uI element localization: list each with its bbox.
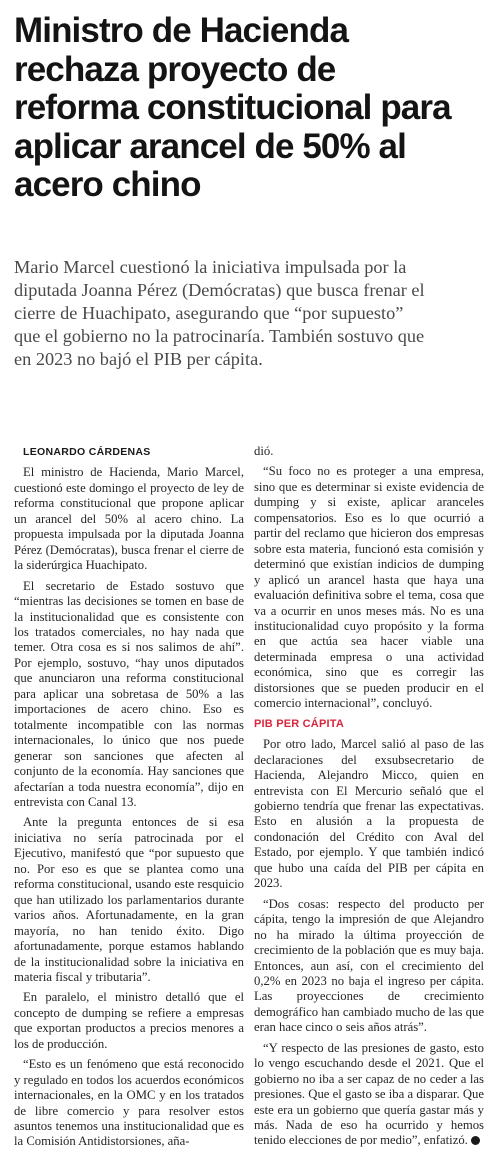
author-byline: LEONARDO CÁRDENAS: [23, 446, 151, 458]
body-paragraph: En paralelo, el ministro detalló que el concepto de dumping se refiere a empresas que exportan productos a precios menores a los de producción.: [14, 990, 244, 1051]
headline-line: aplicar arancel de 50% al: [14, 126, 406, 166]
headline: [14, 12, 480, 205]
summary-line: diputada Joanna Pérez (Demócratas) que busca frenar el: [14, 280, 425, 300]
body-paragraph: Por otro lado, Marcel salió al paso de las declaraciones del exsubsecretario de Hacienda, Alejandro Micco, quien en entrevista con El Mercurio señaló que el gobierno tendría que frenar las expectativas. Esto en alusión a la propuesta de condonación del Crédito con Aval del Estado, por ejemplo. Y que también indicó que hubo una caída del PIB per cápita en 2023.: [254, 737, 484, 891]
summary-line: en 2023 no bajó el PIB per cápita.: [14, 349, 263, 369]
headline-line: reforma constitucional para: [14, 88, 451, 127]
body-paragraph: El secretario de Estado sostuvo que “mientras las decisiones se tomen en base de la institucionalidad que es consistente con los tratados comerciales, no hay nada que temer. Otra cosa es si nos salimos de ahí”. Por ejemplo, sostuvo, “hay unos diputados que anunciaron una reforma constitucional para aplicar una sobretasa de 50% a las importaciones de acero chino. Eso es totalmente incompatible con las normas internacionales, lo único que nos puede generar son sanciones que afecten al conjunto de la economía. Hay sanciones que afectarían a toda nuestra economía”, dijo en entrevista con Canal 13.: [14, 578, 244, 809]
headline-line: rechaza proyecto de: [14, 49, 336, 89]
article-column-right: [254, 444, 484, 1154]
body-paragraph: “Esto es un fenómeno que está reconocido y regulado en todos los acuerdos económicos internacionales, en la OMC y en los tratados de libre comercio y para resolver estos asuntos tenemos una institucionalidad que es la Comisión Antidistorsiones, aña-: [14, 1057, 244, 1149]
headline-line: acero chino: [14, 165, 201, 204]
body-paragraph: “Su foco no es proteger a una empresa, sino que es determinar si existe evidencia de dumping y si existe, aplicar aranceles compensatorios. Eso es lo que ocurrió a partir del reclamo que hicieron dos empresas sobre esta materia, funcionó esta comisión y determinó que existían indicios de dumping y aplicó un arancel hasta que haya una evaluación definitiva sobre el tema, cosa que va a ocurrir en unos meses más. No es una institucionalidad cuyo propósito y la forma en que actúa sea hacer viable una determinada empresa o una actividad económica, sino que es corregir las distorsiones que se pueden producir en el comercio internacional”, concluyó.: [254, 464, 484, 711]
body-paragraph: “Dos cosas: respecto del producto per cápita, tengo la impresión de que Alejandro no ha mirado la última proyección de crecimiento de la población que es muy baja. Entonces, aun así, con el crecimiento del 0,2% en 2023 no baja el ingreso per cápita. Las proyecciones de crecimiento demográfico han cambiado mucho de las que eran hace cinco o seis años atrás”.: [254, 896, 484, 1035]
section-subheading: PIB PER CÁPITA: [254, 717, 344, 730]
summary-line: que el gobierno no la patrocinaría. También sostuvo que: [14, 326, 425, 346]
summary-line: Mario Marcel cuestionó la iniciativa impulsada por la: [14, 257, 407, 277]
body-paragraph: El ministro de Hacienda, Mario Marcel, cuestionó este domingo el proyecto de ley de reforma constitucional que propone aplicar un arancel del 50% al acero chino. La propuesta impulsada por la diputada Joanna Pérez (Demócratas), busca frenar el cierre de la siderúrgica Huachipato.: [14, 465, 244, 573]
end-of-article-icon: [471, 1136, 480, 1145]
article-summary: [14, 256, 484, 371]
summary-line: cierre de Huachipato, asegurando que “por supuesto”: [14, 303, 404, 323]
body-paragraph: Ante la pregunta entonces de si esa iniciativa no sería patrocinada por el Ejecutivo, manifestó que “por supuesto que no. Por eso es que se plantea como una reforma constitucional, usando este resquicio que han utilizado los parlamentarios durante varios años. Afortunadamente, en la gran mayoría, no han tenido éxito. Digo afortunadamente, porque estamos hablando de la institucionalidad sobre la iniciativa en materia fiscal y tributaria”.: [14, 815, 244, 984]
headline-line: Ministro de Hacienda: [14, 11, 349, 50]
continued-text: dió.: [254, 444, 274, 458]
article-column-left: [14, 445, 244, 1155]
body-paragraph-last: [254, 1041, 484, 1149]
body-paragraph-text: “Y respecto de las presiones de gasto, esto lo vengo escuchando desde el 2021. Que el gobierno no iba a ser capaz de no ceder a las presiones. Que el gasto se iba a disparar. Que este era un gobierno que quería gastar más y más. Nada de eso ha ocurrido y hemos tenido elecciones de por medio”, enfatizó.: [254, 1040, 484, 1148]
